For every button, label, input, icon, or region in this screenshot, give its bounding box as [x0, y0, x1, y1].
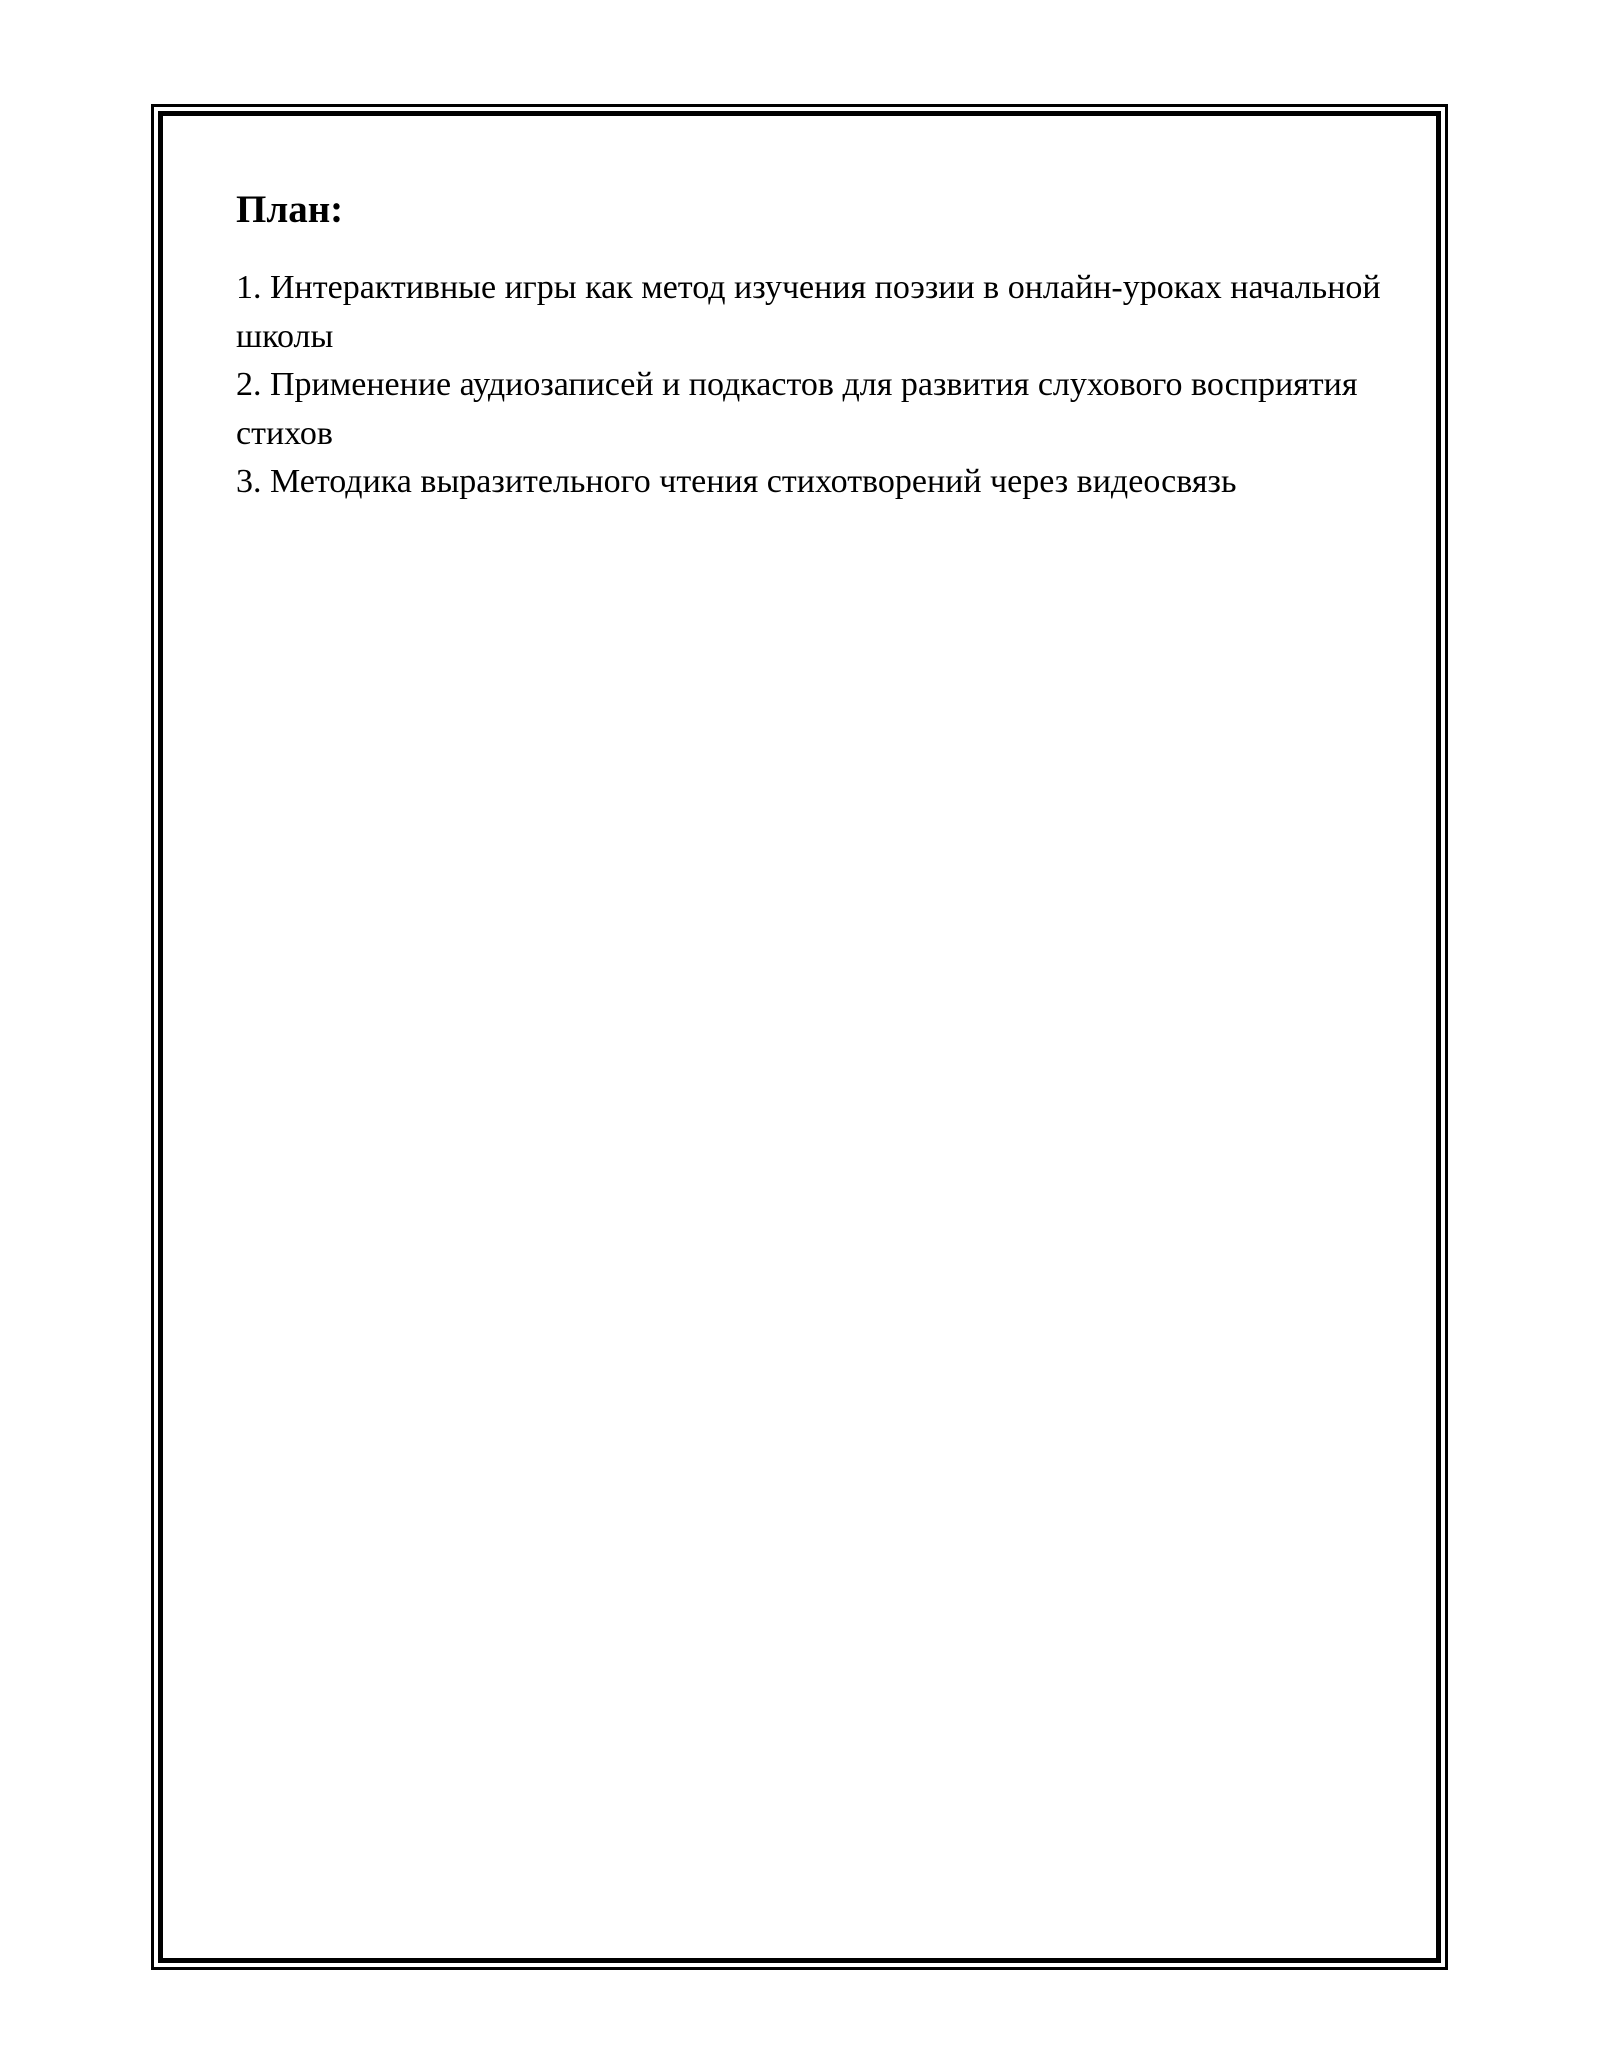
plan-item-2: 2. Применение аудиозаписей и подкастов для развития слухового восприятия стихов [236, 366, 1358, 452]
plan-item-3: 3. Методика выразительного чтения стихотворений через видеосвязь [236, 463, 1237, 500]
plan-list [236, 264, 1386, 507]
page-content [236, 186, 1386, 507]
plan-item-1: 1. Интерактивные игры как метод изучения поэзии в онлайн-уроках начальной школы [236, 269, 1381, 355]
plan-heading: План: [236, 188, 344, 231]
